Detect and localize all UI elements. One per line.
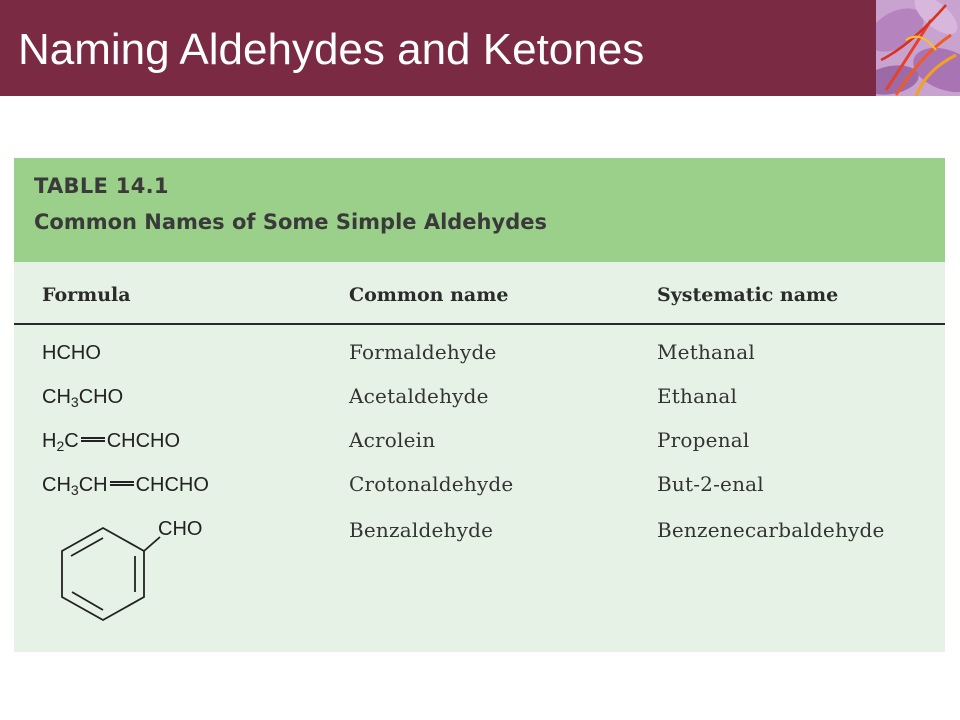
formula-acetaldehyde: $CH_3CHO$ — [42, 386, 124, 410]
title-bar — [0, 0, 876, 96]
formula-acrolein: $H_2C$ CHCHO — [42, 430, 181, 454]
double-bond — [110, 481, 134, 486]
systematic-name-cell: Methanal — [657, 340, 755, 364]
column-header-systematic-name: Systematic name — [657, 284, 839, 306]
formula-benzaldehyde-cho: CHO — [158, 518, 203, 540]
double-bond — [81, 437, 105, 442]
formula-formaldehyde: HCHO — [42, 342, 101, 364]
crocus-flower-image — [876, 0, 960, 96]
common-name-cell: Benzaldehyde — [349, 518, 494, 542]
slide-title: Naming Aldehydes and Ketones — [18, 25, 645, 74]
systematic-name-cell: But-2-enal — [657, 472, 764, 496]
table-14-1 — [14, 158, 945, 652]
table-header-band — [14, 158, 945, 262]
table-label: TABLE 14.1 — [34, 174, 169, 198]
column-header-formula: Formula — [42, 284, 131, 306]
systematic-name-cell: Ethanal — [657, 384, 738, 408]
header-rule — [14, 323, 945, 325]
benzene-ring-structure — [34, 513, 164, 633]
column-header-common-name: Common name — [349, 284, 509, 306]
common-name-cell: Acetaldehyde — [349, 384, 489, 408]
formula-crotonaldehyde: $CH_3CH$ CHCHO — [42, 474, 209, 498]
table-caption: Common Names of Some Simple Aldehydes — [34, 210, 547, 234]
common-name-cell: Crotonaldehyde — [349, 472, 514, 496]
systematic-name-cell: Benzenecarbaldehyde — [657, 518, 885, 542]
common-name-cell: Acrolein — [349, 428, 436, 452]
systematic-name-cell: Propenal — [657, 428, 750, 452]
common-name-cell: Formaldehyde — [349, 340, 497, 364]
